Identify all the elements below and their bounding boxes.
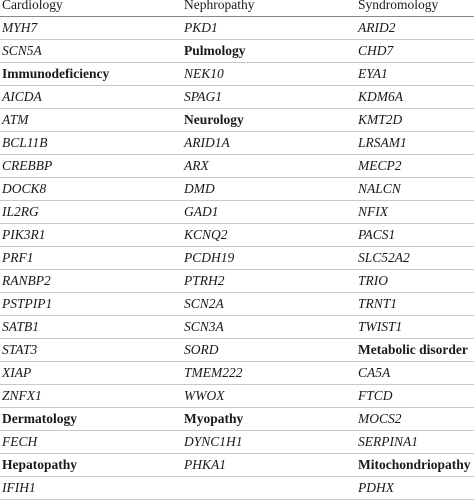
gene-cell: SCN3A <box>182 316 356 339</box>
gene-cell: TRNT1 <box>356 293 474 316</box>
gene-cell: AICDA <box>0 86 182 109</box>
table-row <box>0 109 474 132</box>
gene-cell <box>182 477 356 500</box>
gene-cell: PTRH2 <box>182 270 356 293</box>
gene-cell: TRIO <box>356 270 474 293</box>
gene-cell: NFIX <box>356 201 474 224</box>
category-heading-cell: Myopathy <box>182 408 356 431</box>
gene-cell: NALCN <box>356 178 474 201</box>
gene-cell: FTCD <box>356 385 474 408</box>
gene-cell: IFIH1 <box>0 477 182 500</box>
table-body <box>0 17 474 500</box>
table-row <box>0 247 474 270</box>
category-heading-cell: Metabolic disorder <box>356 339 474 362</box>
table-row <box>0 270 474 293</box>
gene-cell: KCNQ2 <box>182 224 356 247</box>
gene-cell: EYA1 <box>356 63 474 86</box>
gene-cell: ZNFX1 <box>0 385 182 408</box>
gene-cell: KMT2D <box>356 109 474 132</box>
gene-cell: TWIST1 <box>356 316 474 339</box>
gene-cell: BCL11B <box>0 132 182 155</box>
column-header: Cardiology <box>0 0 182 17</box>
gene-cell: WWOX <box>182 385 356 408</box>
category-heading-cell: Mitochondriopathy <box>356 454 474 477</box>
gene-cell: SLC52A2 <box>356 247 474 270</box>
gene-cell: RANBP2 <box>0 270 182 293</box>
gene-cell: ARX <box>182 155 356 178</box>
gene-cell: LRSAM1 <box>356 132 474 155</box>
column-header: Syndromology <box>356 0 474 17</box>
table-row <box>0 431 474 454</box>
gene-cell: GAD1 <box>182 201 356 224</box>
gene-cell: PIK3R1 <box>0 224 182 247</box>
table-row <box>0 316 474 339</box>
gene-cell: MOCS2 <box>356 408 474 431</box>
table-row <box>0 362 474 385</box>
gene-cell: SCN5A <box>0 40 182 63</box>
gene-cell: PKD1 <box>182 17 356 40</box>
gene-cell: PHKA1 <box>182 454 356 477</box>
gene-cell: CREBBP <box>0 155 182 178</box>
gene-cell: PRF1 <box>0 247 182 270</box>
table-row <box>0 40 474 63</box>
gene-cell: TMEM222 <box>182 362 356 385</box>
gene-cell: NEK10 <box>182 63 356 86</box>
gene-cell: CA5A <box>356 362 474 385</box>
gene-cell: XIAP <box>0 362 182 385</box>
gene-cell: KDM6A <box>356 86 474 109</box>
gene-cell: SATB1 <box>0 316 182 339</box>
table-row <box>0 408 474 431</box>
table-row <box>0 339 474 362</box>
category-heading-cell: Hepatopathy <box>0 454 182 477</box>
gene-cell: DYNC1H1 <box>182 431 356 454</box>
table-row <box>0 454 474 477</box>
gene-cell: STAT3 <box>0 339 182 362</box>
category-heading-cell: Dermatology <box>0 408 182 431</box>
table-row <box>0 477 474 500</box>
table-row <box>0 201 474 224</box>
gene-cell: DOCK8 <box>0 178 182 201</box>
gene-cell: ATM <box>0 109 182 132</box>
gene-cell: FECH <box>0 431 182 454</box>
table-row <box>0 132 474 155</box>
table-row <box>0 178 474 201</box>
gene-cell: PSTPIP1 <box>0 293 182 316</box>
gene-cell: PCDH19 <box>182 247 356 270</box>
gene-cell: IL2RG <box>0 201 182 224</box>
gene-cell: PDHX <box>356 477 474 500</box>
gene-cell: SORD <box>182 339 356 362</box>
table-header-row <box>0 0 474 17</box>
gene-cell: SCN2A <box>182 293 356 316</box>
table-row <box>0 17 474 40</box>
gene-cell: SPAG1 <box>182 86 356 109</box>
table-row <box>0 155 474 178</box>
gene-cell: CHD7 <box>356 40 474 63</box>
table-row <box>0 385 474 408</box>
gene-cell: ARID1A <box>182 132 356 155</box>
table-row <box>0 224 474 247</box>
table-row <box>0 293 474 316</box>
gene-cell: PACS1 <box>356 224 474 247</box>
gene-cell: DMD <box>182 178 356 201</box>
category-heading-cell: Immunodeficiency <box>0 63 182 86</box>
category-heading-cell: Pulmology <box>182 40 356 63</box>
table-row <box>0 63 474 86</box>
gene-cell: MECP2 <box>356 155 474 178</box>
column-header: Nephropathy <box>182 0 356 17</box>
table-row <box>0 86 474 109</box>
gene-cell: SERPINA1 <box>356 431 474 454</box>
category-heading-cell: Neurology <box>182 109 356 132</box>
gene-cell: ARID2 <box>356 17 474 40</box>
gene-cell: MYH7 <box>0 17 182 40</box>
